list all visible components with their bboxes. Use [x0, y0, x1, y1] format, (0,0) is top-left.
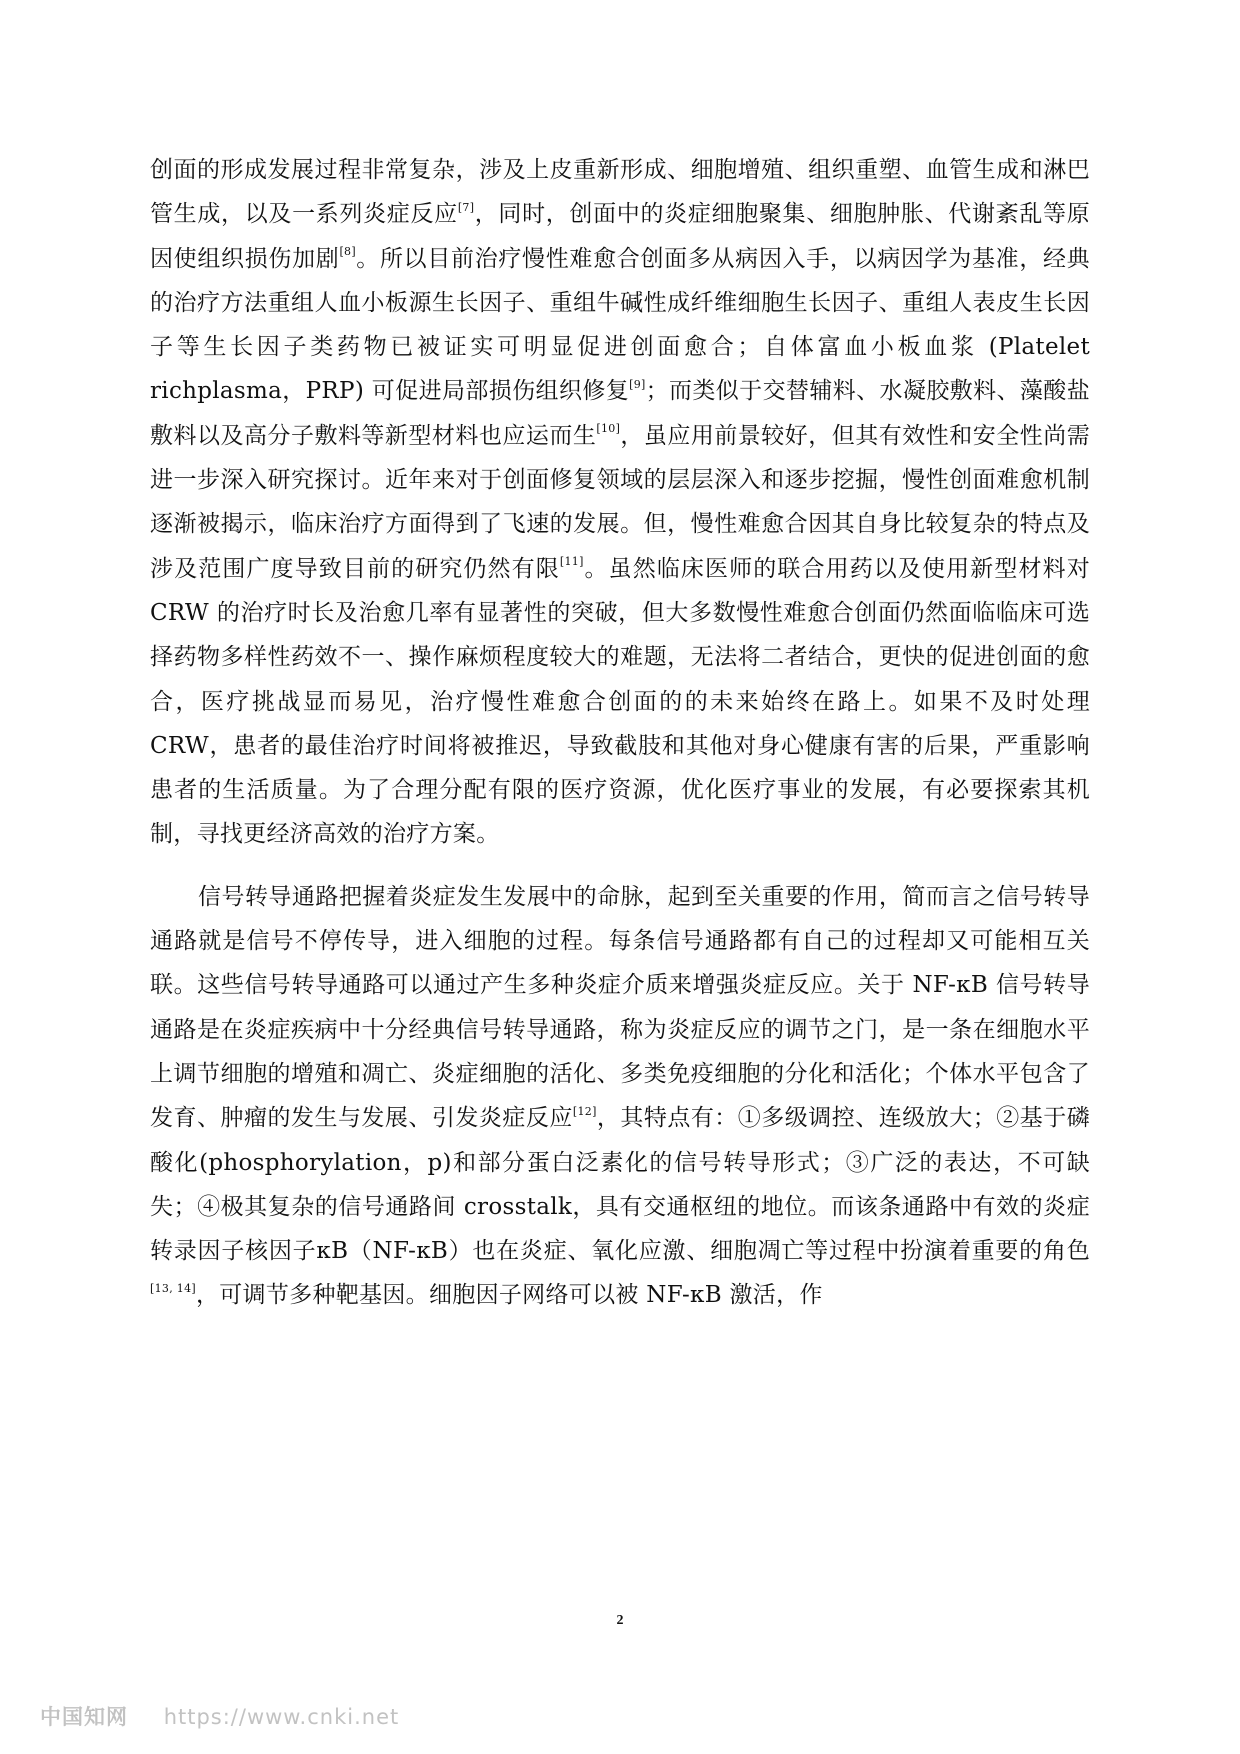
watermark — [40, 1701, 399, 1731]
text-run: ，虽应用前景较好，但其有效性和安全性尚需进一步深入研究探讨。近年来对于创面修复领域的层层深入和逐步挖掘，慢性创面难愈机制逐渐被揭示，临床治疗方面得到了飞速的发展。但，慢性难愈合因其自身比较复杂的特点及涉及范围广度导致目前的研究仍然有限 — [150, 422, 1091, 582]
paragraph — [150, 875, 1090, 1318]
watermark-brand: 中国知网 — [40, 1705, 128, 1729]
text-run: 。所以目前治疗慢性难愈合创面多从病因入手，以病因学为基准，经典的治疗方法重组人血小板源生长因子、重组牛碱性成纤维细胞生长因子、重组人表皮生长因子等生长因子类药物已被证实可明显促进创面愈合；自体富血小板血浆 (Platelet richplasma，PRP) 可促进局部损伤组织修复 — [150, 245, 1090, 405]
watermark-url: https://www.cnki.net — [163, 1705, 400, 1729]
citation-ref: [8] — [339, 244, 356, 258]
citation-ref: [9] — [629, 377, 646, 391]
citation-ref: [12] — [572, 1104, 597, 1118]
text-run: ，可调节多种靶基因。细胞因子网络可以被 NF-κB 激活，作 — [195, 1282, 823, 1309]
text-run: 创面的形成发展过程非常复杂，涉及上皮重新形成、细胞增殖、组织重塑、血管生成和淋巴管生成，以及一系列炎症反应 — [150, 157, 1090, 228]
body-text — [150, 148, 1090, 1318]
paragraph — [150, 148, 1090, 857]
citation-ref: [11] — [559, 555, 584, 569]
page-number: 2 — [616, 1613, 624, 1628]
text-run: 。虽然临床医师的联合用药以及使用新型材料对 CRW 的治疗时长及治愈几率有显著性的突破，但大多数慢性难愈合创面仍然面临临床可选择药物多样性药效不一、操作麻烦程度较大的难题，无法将二者结合，更快的促进创面的愈合，医疗挑战显而易见，治疗慢性难愈合创面的的未来始终在路上。如果不及时处理 CRW，患者的最佳治疗时间将被推迟，导致截肢和其他对身心健康有害的后果，严重影响患者的生活质量。为了合理分配有限的医疗资源，优化医疗事业的发展，有必要探索其机制，寻找更经济高效的治疗方案。 — [150, 555, 1090, 848]
text-run: 信号转导通路把握着炎症发生发展中的命脉，起到至关重要的作用，简而言之信号转导通路就是信号不停传导，进入细胞的过程。每条信号通路都有自己的过程却又可能相互关联。这些信号转导通路可以通过产生多种炎症介质来增强炎症反应。关于 NF-κB 信号转导通路是在炎症疾病中十分经典信号转导通路，称为炎症反应的调节之门，是一条在细胞水平上调节细胞的增殖和凋亡、炎症细胞的活化、多类免疫细胞的分化和活化；个体水平包含了发育、肿瘤的发生与发展、引发炎症反应 — [150, 883, 1090, 1132]
citation-ref: [7] — [457, 200, 475, 214]
text-run: ，其特点有：①多级调控、连级放大；②基于磷酸化(phosphorylation，p)和部分蛋白泛素化的信号转导形式；③广泛的表达，不可缺失；④极其复杂的信号通路间 crosstalk，具有交通枢纽的地位。而该条通路中有效的炎症转录因子核因子κB（NF-κB）也在炎症、氧化应激、细胞凋亡等过程中扮演着重要的角色 — [150, 1105, 1090, 1265]
text-run: ；而类似于交替辅料、水凝胶敷料、藻酸盐敷料以及高分子敷料等新型材料也应运而生 — [150, 378, 1090, 449]
citation-ref: [13, 14] — [150, 1281, 196, 1295]
text-run: ，同时，创面中的炎症细胞聚集、细胞肿胀、代谢紊乱等原因使组织损伤加剧 — [150, 201, 1090, 272]
citation-ref: [10] — [596, 422, 621, 436]
